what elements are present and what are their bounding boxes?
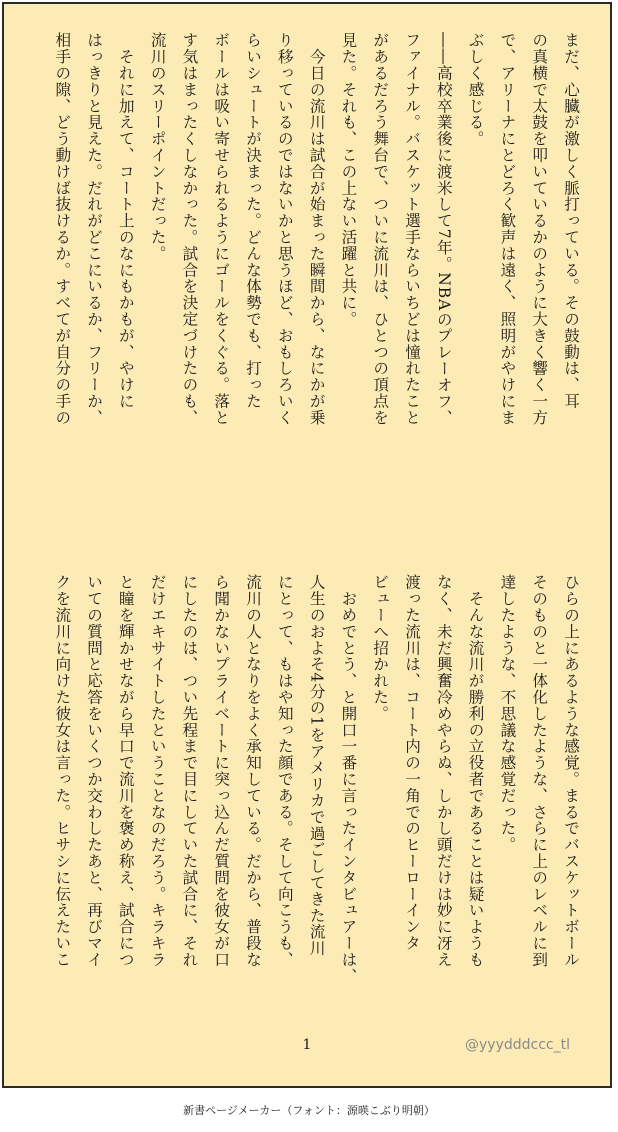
text-line: 今日の流川は試合が始まった瞬間から、なにかが乗 (307, 32, 326, 426)
text-line: 流川の人となりをよく承知している。だから、普段な (244, 574, 263, 968)
book-page (2, 2, 612, 1088)
text-line: ボールは吸い寄せられるようにゴールをくぐる。落と (212, 32, 231, 426)
text-line: おめでとう、と開口一番に言ったインタビュアーは、 (339, 574, 358, 984)
text-line: で、アリーナにとどろく歓声は遠く、照明がやけにま (498, 32, 517, 426)
text-line: 見た。それも、この上ない活躍と共に。 (339, 32, 358, 328)
text-line: なく、未だ興奮冷めやらぬ、しかし頭だけは妙に冴え (434, 574, 453, 968)
text-line: いての質問と応答をいくつか交わしたあと、再びマイ (85, 574, 104, 968)
author-handle: @yyydddccc_tl (465, 1037, 570, 1053)
page-number: 1 (302, 1037, 312, 1053)
text-line: す気はまったくしなかった。試合を決定づけたのも、 (180, 32, 199, 426)
text-line: 流川のスリーポイントだった。 (148, 32, 167, 262)
text-line: らいシュートが決まった。どんな体勢でも、打った (244, 32, 263, 410)
text-line: にとって、もはや知った顔である。そして向こうも、 (275, 574, 294, 968)
text-line: はっきりと見えた。だれがどこにいるか、フリーか、 (85, 32, 104, 426)
text-line: ら聞かないプライベートに突っ込んだ質問を彼女が口 (212, 574, 231, 968)
text-block-top (45, 32, 586, 532)
text-line: ぶしく感じる。 (466, 32, 485, 147)
text-line: だけエキサイトしたということなのだろう。キラキラ (148, 574, 167, 968)
footer-caption: 新書ページメーカー（フォント：源暎こぶり明朝） (183, 1104, 435, 1117)
text-line: 渡った流川は、コート内の一角でのヒーローインタ (403, 574, 422, 952)
text-line: 相手の隙、どう動けば抜けるか。すべてが自分の手の (53, 32, 72, 426)
text-line: と瞳を輝かせながら早口で流川を褒め称え、試合につ (116, 574, 135, 968)
text-line: それに加えて、コート上のなにもかもが、やけに (116, 32, 135, 410)
text-line: 達したような、不思議な感覚だった。 (498, 574, 517, 853)
text-line: にしたのは、つい先程まで目にしていた試合に、それ (180, 574, 199, 968)
text-line: の真横で太鼓を叩いているかのように大きく響く一方 (530, 32, 549, 426)
text-line: そのものと一体化したような、さらに上のレベルに到 (530, 574, 549, 968)
text-line: ひらの上にあるような感覚。まるでバスケットボール (562, 574, 580, 968)
text-line: まだ、心臓が激しく脈打っている。その鼓動は、耳 (562, 32, 580, 410)
text-line: ファイナル。バスケット選手ならいちどは憧れたこと (403, 32, 422, 426)
text-line: り移っているのではないかと思うほど、おもしろいく (275, 32, 294, 426)
text-line: クを流川に向けた彼女は言った。ヒサシに伝えたいこ (53, 574, 72, 968)
text-block-bottom (45, 574, 586, 1044)
text-line: そんな流川が勝利の立役者であることは疑いようも (466, 574, 485, 968)
text-line: ビューへ招かれた。 (371, 574, 390, 722)
text-line: 人生のおよそ4分の1をアメリカで過ごしてきた流川 (307, 574, 326, 957)
text-line: があるだろう舞台で、ついに流川は、ひとつの頂点を (371, 32, 390, 426)
text-line: ――高校卒業後に渡米して7年。NBAのプレーオフ、 (434, 32, 453, 426)
